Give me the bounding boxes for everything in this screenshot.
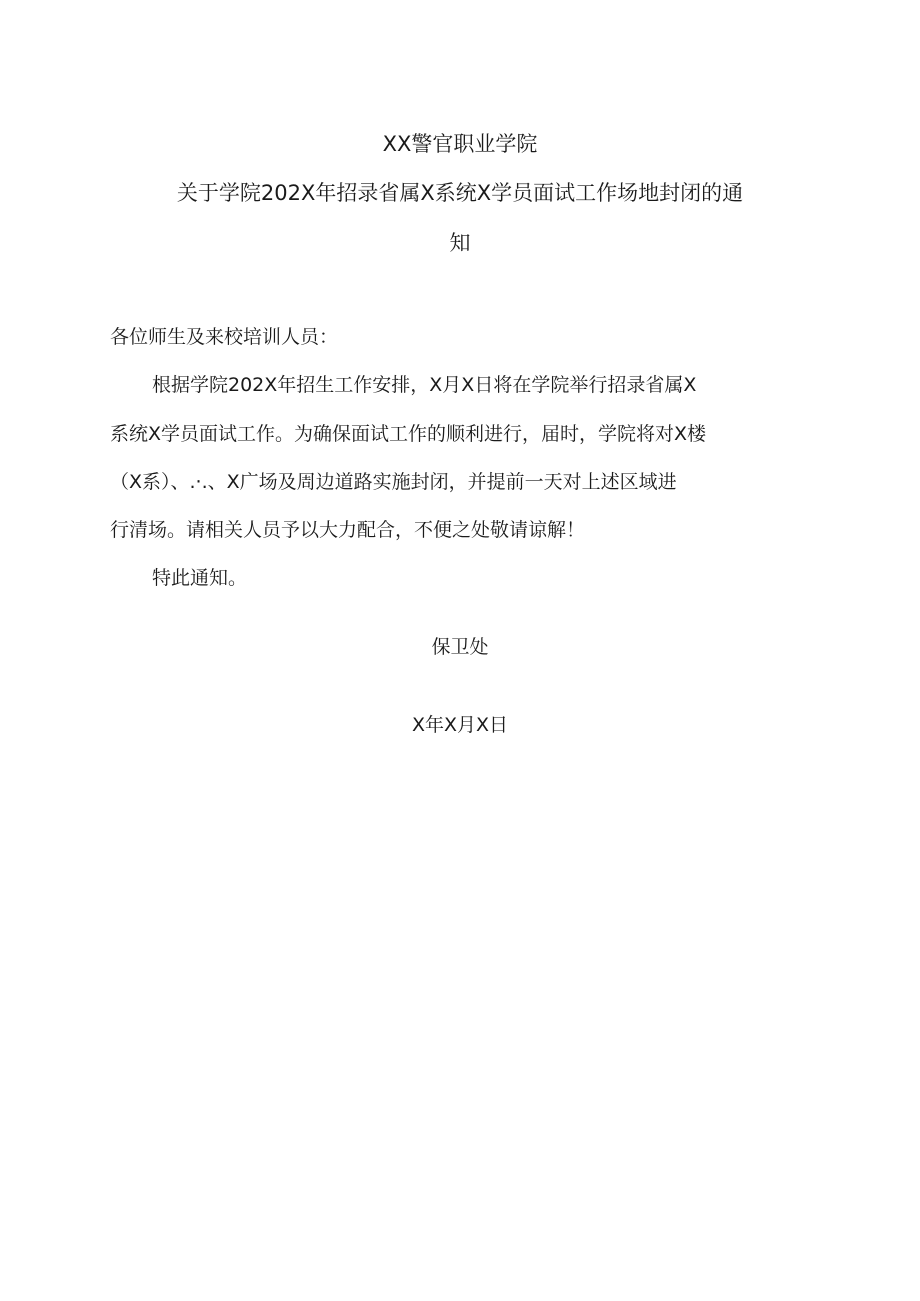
body-line: 系统X学员面试工作。为确保面试工作的顺利进行，届时，学院将对X楼 [110, 423, 707, 445]
signature-date: X年X月X日 [411, 714, 509, 736]
salutation: 各位师生及来校培训人员： [110, 326, 339, 348]
body-line: 行清场。请相关人员予以大力配合，不便之处敬请谅解！ [110, 519, 586, 541]
document-title-subject-continued: 知 [449, 231, 471, 255]
body-line: （X系）、.·.、X广场及周边道路实施封闭，并提前一天对上述区域进 [110, 471, 677, 493]
body-line: 根据学院202X年招生工作安排，X月X日将在学院举行招录省属X [152, 374, 697, 396]
document-title-institution: XX警官职业学院 [382, 132, 538, 156]
signature-department: 保卫处 [431, 636, 489, 658]
closing-text: 特此通知。 [152, 567, 248, 589]
document-title-subject: 关于学院202X年招录省属X系统X学员面试工作场地封闭的通 [176, 181, 744, 205]
